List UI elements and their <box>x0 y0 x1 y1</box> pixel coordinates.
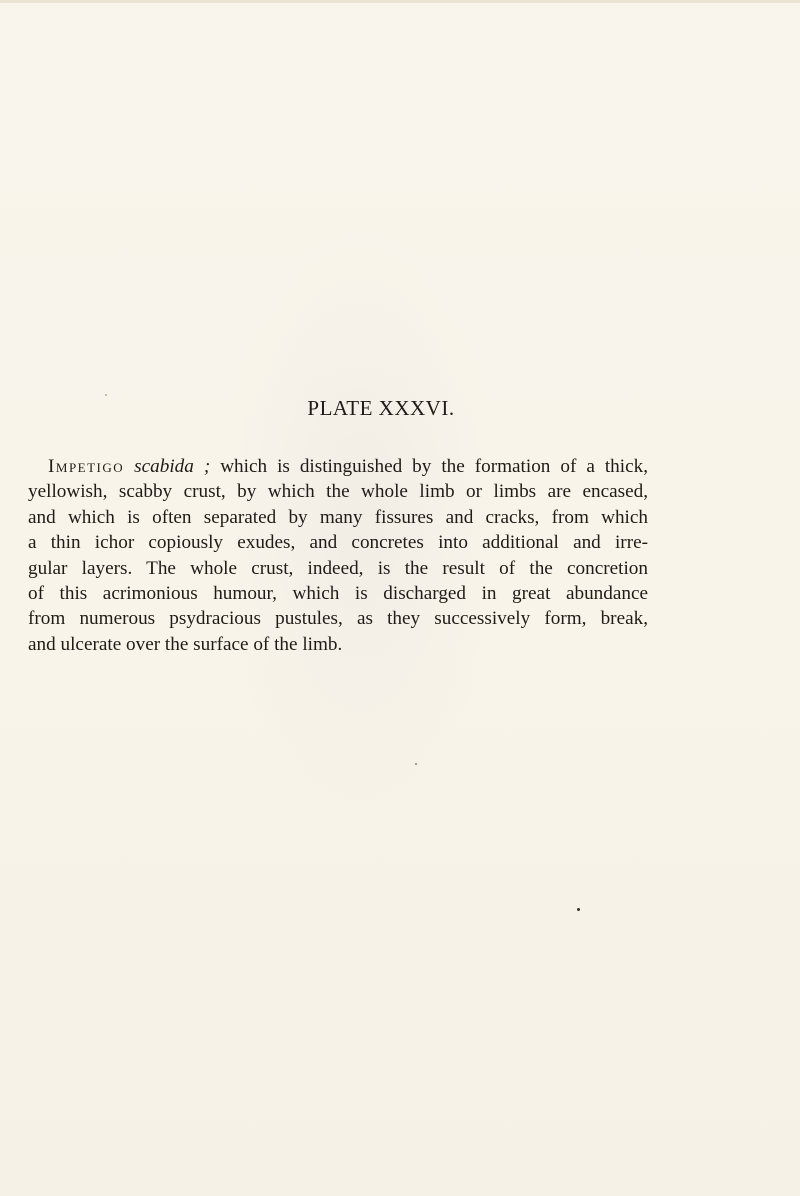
paper-speck <box>415 763 417 765</box>
paragraph-line: and which is often separated by many fissures and cracks, from which <box>28 506 648 528</box>
paragraph-line: of this acrimonious humour, which is discharged in great abundance <box>28 583 648 605</box>
paragraph-line: from numerous psydracious pustules, as they successively form, break, <box>28 608 648 630</box>
plate-title-text: PLATE XXXVI. <box>307 396 455 420</box>
paragraph-line: yellowish, scabby crust, by which the whole limb or limbs are encased, <box>28 481 648 503</box>
lead-rest: which is distinguished by the formation of a thick, <box>210 456 648 477</box>
species-term: scabida ; <box>134 456 211 477</box>
description-paragraph <box>28 454 648 657</box>
paragraph-line: gular layers. The whole crust, indeed, is the result of the concretion <box>28 557 648 579</box>
page-edge <box>0 0 800 3</box>
plate-title <box>0 396 800 421</box>
paragraph-line: and ulcerate over the surface of the limb. <box>28 633 343 655</box>
paper-speck <box>577 908 580 911</box>
paragraph-line: a thin ichor copiously exudes, and concretes into additional and irre- <box>28 532 648 554</box>
paper-speck <box>105 394 107 396</box>
paragraph-line-1 <box>28 454 648 479</box>
disease-term: Impetigo <box>48 456 125 477</box>
